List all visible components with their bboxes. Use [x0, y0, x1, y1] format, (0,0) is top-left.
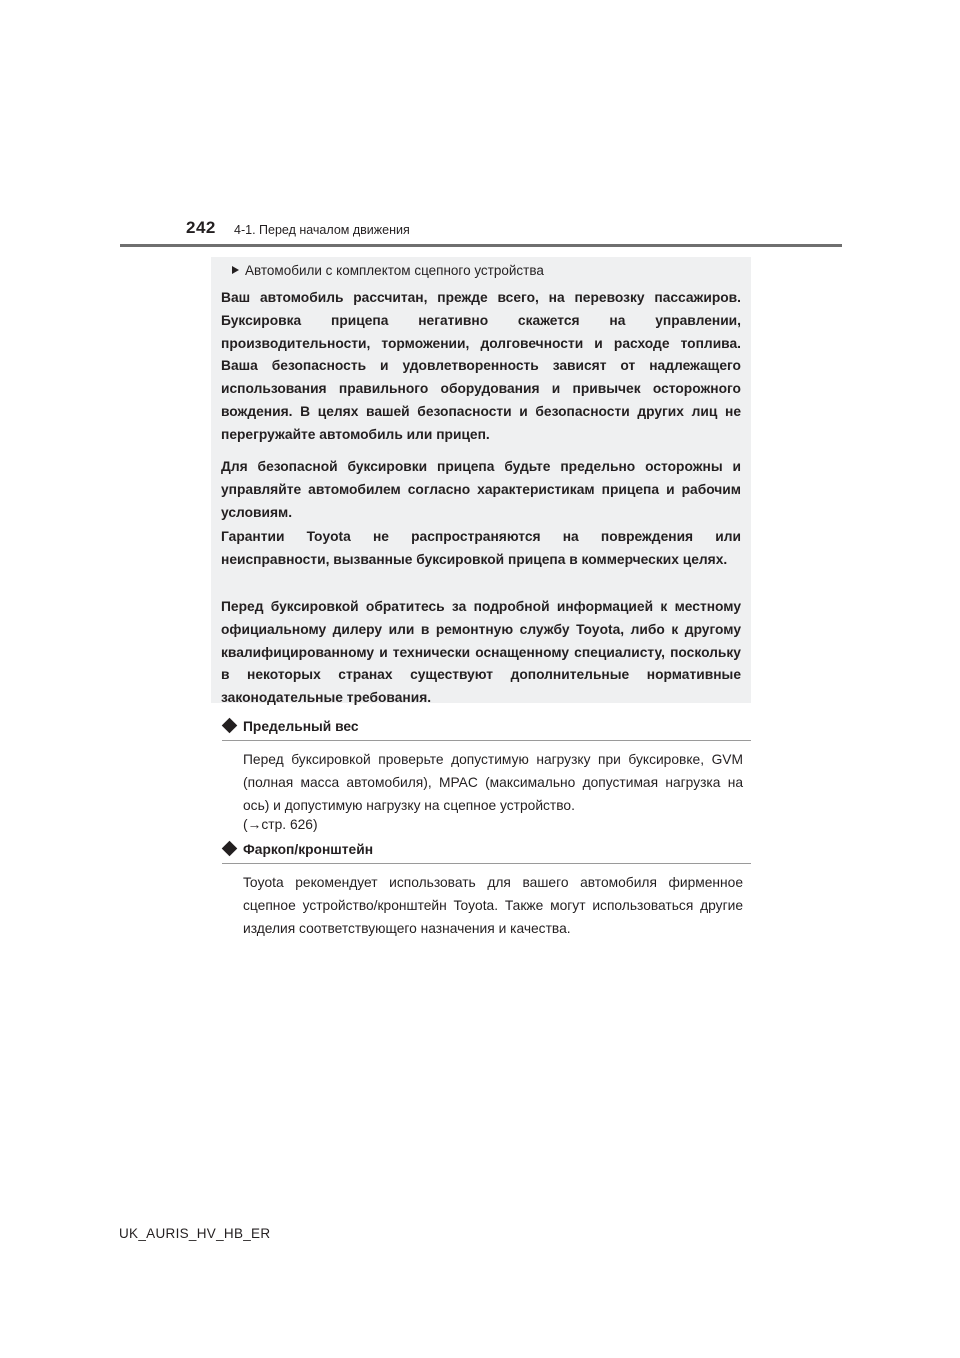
section-heading-label: Фаркоп/кронштейн	[243, 842, 374, 857]
notice-heading	[232, 262, 544, 280]
page-reference-link[interactable]: (→стр. 626)	[243, 817, 318, 832]
diamond-bullet-icon	[222, 718, 238, 734]
section-body-text: Перед буксировкой проверьте допустимую нагрузку при буксировке, GVM (полная масса автомобиля), MPAC (максимально допустимая нагрузка на ось) и допустимую нагрузку на сцепное устройство.	[243, 752, 743, 813]
notice-paragraph: Ваш автомобиль рассчитан, прежде всего, на перевозку пассажиров. Буксировка прицепа негативно скажется на управлении, производительности, торможении, долговечности и расходе топлива. Ваша безопасность и удовлетворенность зависят от надлежащего использования правильного оборудования и привычек осторожного вождения. В целях вашей безопасности и безопасности других лиц не перегружайте автомобиль или прицеп.	[221, 290, 741, 442]
section-heading-weight-limit	[222, 717, 751, 741]
section-heading-hitch-bracket	[222, 840, 751, 864]
page-number: 242	[186, 218, 216, 237]
notice-paragraph: Перед буксировкой обратитесь за подробной информацией к местному официальному дилеру или в ремонтную службу Toyota, либо к другому квалифицированному и технически оснащенному специалисту, поскольку в некоторых странах существуют дополнительные нормативные законодательные требования.	[221, 599, 741, 706]
footer-document-code: UK_AURIS_HV_HB_ER	[119, 1226, 271, 1241]
notice-paragraph: Для безопасной буксировки прицепа будьте предельно осторожны и управляйте автомобилем согласно характеристикам прицепа и рабочим условиям.	[221, 459, 741, 520]
notice-box	[211, 257, 751, 706]
section-body-text: Toyota рекомендует использовать для вашего автомобиля фирменное сцепное устройство/кронштейн Toyota. Также могут использоваться другие изделия соответствующего назначения и качества.	[243, 875, 743, 936]
notice-title: Автомобили с комплектом сцепного устройства	[245, 263, 544, 278]
diamond-bullet-icon	[222, 841, 238, 857]
section-title: 4-1. Перед началом движения	[234, 223, 410, 237]
notice-paragraph: Гарантии Toyota не распространяются на повреждения или неисправности, вызванные буксировкой прицепа в коммерческих целях.	[221, 529, 741, 567]
header-divider	[120, 244, 842, 247]
triangle-bullet-icon	[232, 266, 239, 274]
section-heading-label: Предельный вес	[243, 719, 359, 734]
